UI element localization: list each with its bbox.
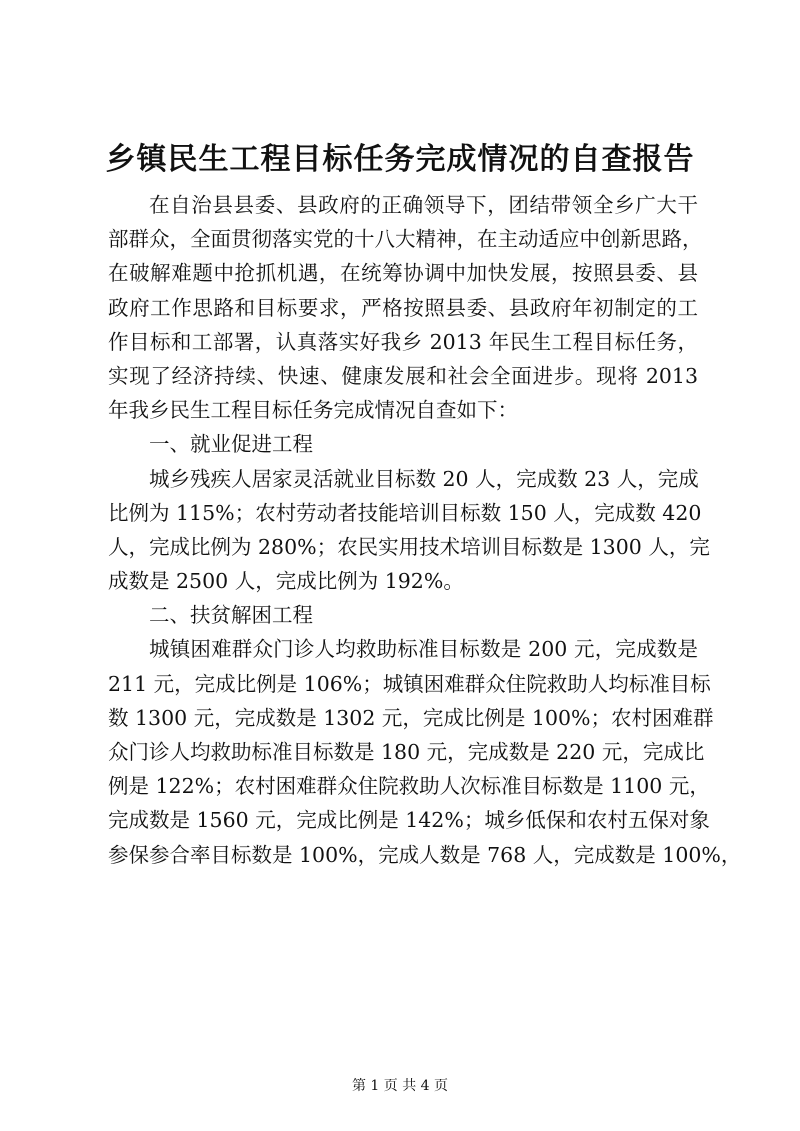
text-line: 参保参合率目标数是 100%，完成人数是 768 人，完成数是 100%， [108, 842, 742, 867]
text-line: 年我乡民生工程目标任务完成情况自查如下： [108, 398, 518, 423]
text-line: 成数是 2500 人，完成比例为 192%。 [108, 569, 464, 594]
text-line: 在自治县县委、县政府的正确领导下，团结带领全乡广大干 [149, 193, 698, 217]
text-line: 政府工作思路和目标要求，严格按照县委、县政府年初制定的工 [108, 295, 698, 320]
section-heading-poverty [108, 598, 698, 632]
text-line: 例是 122%；农村困难群众住院救助人次标准目标数是 1100 元， [108, 774, 710, 799]
page-footer: 第 1 页 共 4 页 [351, 1078, 449, 1094]
text-line: 比例为 115%；农村劳动者技能培训目标数 150 人，完成数 420 [108, 500, 702, 525]
text-line: 完成数是 1560 元，完成比例是 142%；城乡低保和农村五保对象 [108, 808, 710, 833]
section-heading-employment [108, 427, 698, 461]
text-line: 部群众，全面贯彻落实党的十八大精神，在主动适应中创新思路， [108, 227, 703, 252]
document-body [108, 188, 742, 872]
section-heading: 二、扶贫解困工程 [149, 603, 313, 628]
text-line: 数 1300 元，完成数是 1302 元，完成比例是 100%；农村困难群 [108, 705, 714, 730]
text-line: 人，完成比例为 280%；农民实用技术培训目标数是 1300 人，完 [108, 534, 710, 559]
paragraph-poverty [108, 632, 742, 871]
text-line: 实现了经济持续、快速、健康发展和社会全面进步。现将 2013 [108, 363, 698, 388]
section-heading: 一、就业促进工程 [149, 432, 313, 457]
document-title: 乡镇民生工程目标任务完成情况的自查报告 [105, 142, 695, 177]
text-line: 211 元，完成比例是 106%；城镇困难群众住院救助人均标准目标 [108, 671, 711, 696]
text-line: 作目标和工部署，认真落实好我乡 2013 年民生工程目标任务， [108, 329, 698, 354]
text-line: 在破解难题中抢抓机遇，在统筹协调中加快发展，按照县委、县 [108, 261, 698, 286]
text-line: 城镇困难群众门诊人均救助标准目标数是 200 元，完成数是 [149, 637, 698, 662]
paragraph-intro [108, 188, 703, 427]
text-line: 众门诊人均救助标准目标数是 180 元，完成数是 220 元，完成比 [108, 740, 705, 764]
paragraph-employment [108, 462, 710, 599]
text-line: 城乡残疾人居家灵活就业目标数 20 人，完成数 23 人，完成 [149, 466, 699, 491]
